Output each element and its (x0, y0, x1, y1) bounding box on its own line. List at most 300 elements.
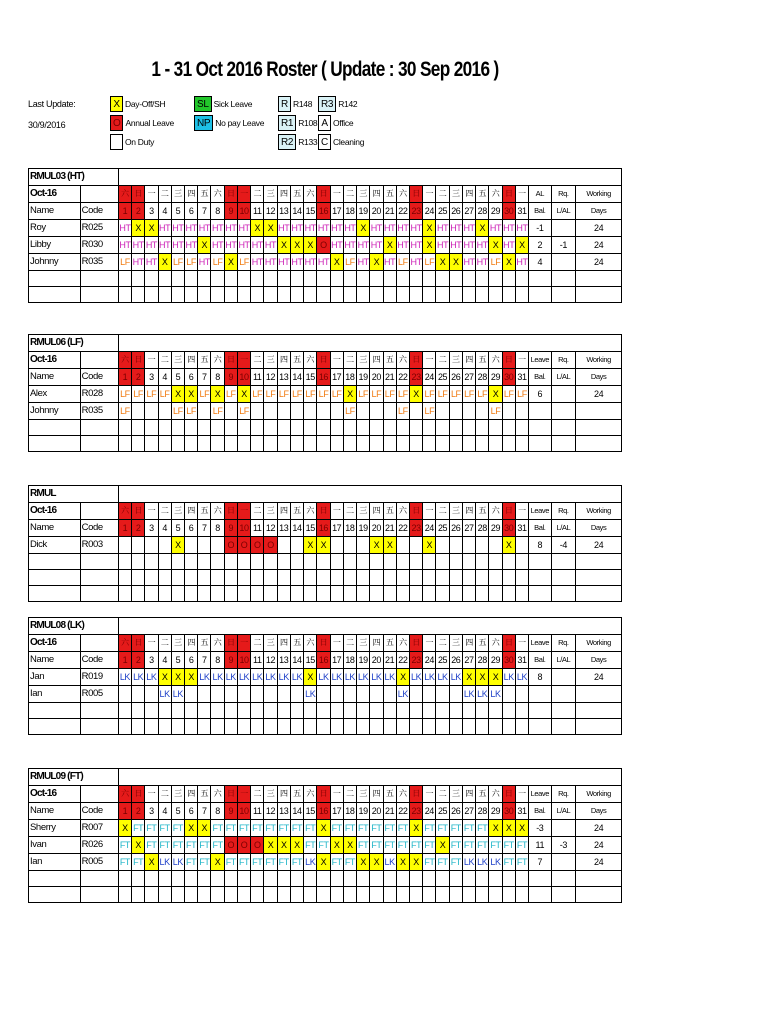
legend-text: Office (333, 118, 354, 128)
day-number-cell: 14 (290, 203, 303, 220)
shift-cell: X (304, 237, 317, 254)
shift-cell: X (317, 854, 330, 871)
balance-value: 8 (529, 669, 551, 686)
shift-cell: HT (370, 220, 383, 237)
empty-cell (290, 271, 303, 287)
empty-cell (211, 570, 224, 586)
shift-cell: FT (343, 820, 356, 837)
table-row (29, 854, 622, 871)
bal-header: Bal. (529, 203, 551, 220)
empty-cell (132, 871, 145, 887)
balance-value (529, 686, 551, 703)
shift-cell: X (264, 837, 277, 854)
days-header: Days (576, 369, 622, 386)
shift-cell: O (317, 237, 330, 254)
empty-cell (317, 420, 330, 436)
code-header: Code (80, 652, 118, 669)
legend-swatch: NP (194, 115, 213, 131)
empty-cell (449, 686, 462, 703)
shift-cell: HT (132, 237, 145, 254)
day-number-cell: 17 (330, 652, 343, 669)
day-number-cell: 20 (370, 203, 383, 220)
legend-swatch: SL (194, 96, 212, 112)
day-number-cell: 11 (251, 520, 264, 537)
weekday-cell: 三 (264, 786, 277, 803)
day-number-cell: 27 (462, 203, 475, 220)
shift-cell: LK (317, 669, 330, 686)
empty-cell (476, 586, 489, 602)
empty-cell (277, 887, 290, 903)
lal-header: L/AL (551, 520, 576, 537)
empty-cell (515, 537, 528, 554)
empty-cell (317, 436, 330, 452)
day-number-cell: 15 (304, 369, 317, 386)
empty-cell (370, 871, 383, 887)
day-number-cell: 18 (343, 652, 356, 669)
balance-value: 8 (529, 537, 551, 554)
day-number-cell: 16 (317, 652, 330, 669)
empty-cell (80, 503, 118, 520)
day-number-cell: 7 (198, 203, 211, 220)
balance-value (529, 403, 551, 420)
day-number-cell: 25 (436, 520, 449, 537)
shift-cell: LK (436, 669, 449, 686)
shift-cell: LF (343, 403, 356, 420)
empty-cell (277, 719, 290, 735)
day-number-cell: 9 (224, 203, 237, 220)
empty-cell (383, 719, 396, 735)
weekday-cell: 四 (462, 635, 475, 652)
day-number-cell: 29 (489, 803, 502, 820)
shift-cell: O (237, 537, 250, 554)
shift-cell: HT (409, 237, 422, 254)
shift-cell: LF (290, 386, 303, 403)
weekday-cell: 六 (304, 786, 317, 803)
empty-cell (370, 586, 383, 602)
empty-cell (145, 686, 158, 703)
empty-cell (502, 554, 515, 570)
empty-cell (317, 271, 330, 287)
day-number-cell: 4 (158, 369, 171, 386)
empty-cell (436, 420, 449, 436)
name-header: Name (29, 520, 81, 537)
empty-cell (551, 871, 576, 887)
weekday-cell: 五 (476, 635, 489, 652)
shift-cell: HT (515, 254, 528, 271)
empty-cell (277, 271, 290, 287)
day-number-cell: 4 (158, 203, 171, 220)
days-header: Days (576, 520, 622, 537)
balance-value: -3 (529, 820, 551, 837)
empty-cell (290, 586, 303, 602)
shift-cell: HT (171, 237, 184, 254)
blank-row (29, 271, 622, 287)
staff-code: R028 (80, 386, 118, 403)
empty-cell (462, 403, 475, 420)
empty-cell (462, 554, 475, 570)
weekday-cell: 五 (383, 186, 396, 203)
shift-cell: HT (462, 220, 475, 237)
empty-cell (370, 554, 383, 570)
shift-cell: X (449, 254, 462, 271)
empty-cell (396, 871, 409, 887)
shift-cell: HT (502, 220, 515, 237)
shift-cell: FT (145, 837, 158, 854)
shift-cell: FT (237, 854, 250, 871)
empty-cell (132, 271, 145, 287)
empty-cell (80, 271, 118, 287)
day-number-cell: 31 (515, 203, 528, 220)
name-header: Name (29, 803, 81, 820)
empty-cell (396, 287, 409, 303)
empty-cell (423, 871, 436, 887)
weekday-cell: 二 (158, 503, 171, 520)
weekday-cell: 一 (237, 352, 250, 369)
day-number-cell: 9 (224, 803, 237, 820)
empty-cell (343, 420, 356, 436)
empty-cell (370, 887, 383, 903)
table-row (29, 386, 622, 403)
shift-cell: LK (304, 854, 317, 871)
empty-cell (80, 420, 118, 436)
empty-cell (489, 271, 502, 287)
day-number-cell: 21 (383, 652, 396, 669)
weekday-cell: 二 (343, 352, 356, 369)
empty-cell (409, 403, 422, 420)
empty-cell (277, 570, 290, 586)
empty-cell (317, 403, 330, 420)
shift-cell: X (317, 820, 330, 837)
empty-cell (396, 537, 409, 554)
lal-value (551, 403, 576, 420)
balance-value: -1 (529, 220, 551, 237)
empty-cell (211, 420, 224, 436)
empty-cell (502, 686, 515, 703)
shift-cell: FT (383, 820, 396, 837)
empty-cell (224, 570, 237, 586)
shift-cell: LK (489, 686, 502, 703)
weekday-cell: 五 (290, 635, 303, 652)
weekday-cell: 六 (211, 352, 224, 369)
empty-cell (357, 271, 370, 287)
empty-cell (502, 403, 515, 420)
shift-cell: LF (396, 403, 409, 420)
code-header: Code (80, 203, 118, 220)
day-number-cell: 8 (211, 803, 224, 820)
legend-swatch: R3 (318, 96, 336, 112)
shift-cell: LF (489, 254, 502, 271)
rq-header: Rq. (551, 186, 576, 203)
empty-cell (80, 887, 118, 903)
empty-cell (264, 554, 277, 570)
empty-cell (423, 703, 436, 719)
weekday-cell: 五 (383, 352, 396, 369)
weekday-cell: 四 (370, 786, 383, 803)
weekday-row (29, 503, 622, 520)
legend-swatch: A (318, 115, 331, 131)
empty-cell (118, 586, 131, 602)
day-number-cell: 18 (343, 203, 356, 220)
empty-cell (171, 871, 184, 887)
empty-cell (304, 871, 317, 887)
empty-cell (436, 403, 449, 420)
empty-cell (551, 420, 576, 436)
legend-item (110, 115, 174, 131)
empty-cell (80, 635, 118, 652)
weekday-cell: 六 (118, 786, 131, 803)
empty-cell (396, 554, 409, 570)
empty-cell (211, 887, 224, 903)
weekday-cell: 六 (489, 186, 502, 203)
shift-cell: LK (237, 669, 250, 686)
code-header: Code (80, 369, 118, 386)
day-number-cell: 14 (290, 369, 303, 386)
empty-cell (277, 586, 290, 602)
lal-value (551, 669, 576, 686)
shift-cell: LF (423, 254, 436, 271)
empty-cell (502, 287, 515, 303)
empty-cell (529, 871, 551, 887)
weekday-cell: 六 (489, 635, 502, 652)
legend-item (318, 115, 353, 131)
empty-cell (277, 420, 290, 436)
weekday-cell: 六 (304, 352, 317, 369)
shift-cell: X (171, 669, 184, 686)
empty-cell (198, 271, 211, 287)
shift-cell: LF (118, 403, 131, 420)
weekday-cell: 五 (198, 352, 211, 369)
empty-cell (383, 586, 396, 602)
blank-row (29, 554, 622, 570)
shift-cell: LF (436, 386, 449, 403)
empty-cell (317, 586, 330, 602)
table-row (29, 220, 622, 237)
empty-cell (290, 537, 303, 554)
empty-cell (330, 537, 343, 554)
empty-cell (409, 436, 422, 452)
weekday-cell: 一 (515, 503, 528, 520)
empty-cell (251, 703, 264, 719)
shift-cell: X (330, 837, 343, 854)
shift-cell: FT (211, 837, 224, 854)
empty-cell (370, 686, 383, 703)
day-number-cell: 19 (357, 203, 370, 220)
legend-text: Sick Leave (213, 99, 253, 109)
day-number-cell: 21 (383, 803, 396, 820)
shift-cell: HT (502, 237, 515, 254)
empty-cell (118, 686, 131, 703)
shift-cell: FT (224, 820, 237, 837)
day-number-cell: 15 (304, 652, 317, 669)
empty-cell (145, 703, 158, 719)
weekday-cell: 一 (515, 635, 528, 652)
empty-cell (80, 554, 118, 570)
empty-cell (409, 719, 422, 735)
working-header: Working (576, 635, 622, 652)
weekday-row (29, 635, 622, 652)
shift-cell: HT (476, 254, 489, 271)
staff-code: R005 (80, 854, 118, 871)
empty-cell (184, 570, 197, 586)
empty-cell (515, 554, 528, 570)
empty-cell (357, 887, 370, 903)
weekday-cell: 日 (409, 352, 422, 369)
empty-cell (383, 554, 396, 570)
empty-cell (132, 420, 145, 436)
weekday-cell: 日 (502, 786, 515, 803)
empty-cell (462, 871, 475, 887)
empty-cell (198, 887, 211, 903)
shift-cell: HT (198, 220, 211, 237)
shift-cell: X (515, 820, 528, 837)
shift-cell: HT (436, 237, 449, 254)
empty-cell (277, 436, 290, 452)
empty-cell (118, 420, 131, 436)
legend-text: Cleaning (333, 137, 365, 147)
weekday-cell: 五 (383, 503, 396, 520)
empty-cell (171, 436, 184, 452)
day-number-cell: 18 (343, 369, 356, 386)
empty-cell (224, 719, 237, 735)
last-update-date: 30/9/2016 (28, 120, 66, 130)
empty-cell (343, 554, 356, 570)
empty-cell (145, 537, 158, 554)
empty-cell (551, 271, 576, 287)
empty-cell (423, 719, 436, 735)
empty-cell (357, 703, 370, 719)
weekday-cell: 三 (171, 635, 184, 652)
day-number-cell: 31 (515, 369, 528, 386)
rq-header: Rq. (551, 503, 576, 520)
shift-cell: X (370, 254, 383, 271)
empty-cell (357, 719, 370, 735)
empty-cell (357, 537, 370, 554)
section-name: RMUL03 (HT) (29, 169, 119, 186)
blank-row (29, 703, 622, 719)
empty-cell (158, 887, 171, 903)
balance-value: 11 (529, 837, 551, 854)
empty-cell (158, 287, 171, 303)
empty-cell (237, 586, 250, 602)
shift-cell: FT (330, 820, 343, 837)
weekday-cell: 四 (370, 503, 383, 520)
shift-cell: LF (383, 386, 396, 403)
empty-cell (409, 703, 422, 719)
shift-cell: X (396, 854, 409, 871)
shift-cell: FT (476, 837, 489, 854)
weekday-cell: 四 (277, 786, 290, 803)
staff-code: R030 (80, 237, 118, 254)
weekday-cell: 五 (383, 786, 396, 803)
empty-cell (290, 686, 303, 703)
empty-cell (211, 554, 224, 570)
shift-cell: FT (171, 837, 184, 854)
day-number-cell: 24 (423, 520, 436, 537)
lal-value: -1 (551, 237, 576, 254)
shift-cell: X (502, 820, 515, 837)
empty-cell (132, 703, 145, 719)
shift-cell: LF (237, 403, 250, 420)
weekday-cell: 一 (330, 635, 343, 652)
empty-cell (515, 287, 528, 303)
shift-cell: FT (264, 820, 277, 837)
empty-cell (29, 871, 81, 887)
shift-cell: FT (396, 820, 409, 837)
empty-cell (357, 686, 370, 703)
day-number-cell: 4 (158, 803, 171, 820)
empty-cell (370, 570, 383, 586)
staff-code: R003 (80, 537, 118, 554)
shift-cell: LK (357, 669, 370, 686)
shift-cell: LK (462, 686, 475, 703)
shift-cell: X (211, 854, 224, 871)
shift-cell: HT (171, 220, 184, 237)
day-number-cell: 27 (462, 520, 475, 537)
empty-cell (251, 686, 264, 703)
empty-cell (277, 403, 290, 420)
weekday-cell: 日 (409, 635, 422, 652)
shift-cell: X (184, 386, 197, 403)
empty-cell (317, 871, 330, 887)
shift-cell: FT (330, 854, 343, 871)
day-number-cell: 20 (370, 369, 383, 386)
working-header: Working (576, 186, 622, 203)
weekday-cell: 六 (489, 352, 502, 369)
empty-cell (436, 719, 449, 735)
empty-cell (237, 719, 250, 735)
empty-cell (396, 887, 409, 903)
shift-cell: LF (277, 386, 290, 403)
weekday-cell: 二 (251, 786, 264, 803)
empty-cell (184, 871, 197, 887)
day-number-cell: 23 (409, 803, 422, 820)
staff-name: Ivan (29, 837, 81, 854)
empty-cell (330, 887, 343, 903)
blank-row (29, 719, 622, 735)
blank-row (29, 436, 622, 452)
empty-cell (237, 703, 250, 719)
staff-name: Ian (29, 854, 81, 871)
empty-cell (171, 554, 184, 570)
empty-cell (264, 287, 277, 303)
empty-cell (184, 537, 197, 554)
shift-cell: HT (304, 254, 317, 271)
shift-cell: X (237, 386, 250, 403)
empty-cell (449, 570, 462, 586)
day-number-cell: 2 (132, 803, 145, 820)
empty-cell (529, 271, 551, 287)
weekday-cell: 五 (476, 503, 489, 520)
weekday-cell: 四 (184, 503, 197, 520)
empty-cell (515, 871, 528, 887)
weekday-cell: 二 (158, 635, 171, 652)
shift-cell: HT (317, 220, 330, 237)
empty-cell (343, 887, 356, 903)
day-number-cell: 7 (198, 803, 211, 820)
empty-cell (383, 686, 396, 703)
empty-cell (489, 287, 502, 303)
empty-cell (576, 871, 622, 887)
empty-cell (237, 570, 250, 586)
empty-cell (462, 570, 475, 586)
weekday-cell: 三 (357, 352, 370, 369)
shift-cell: HT (489, 220, 502, 237)
weekday-cell: 二 (158, 352, 171, 369)
shift-cell: X (158, 254, 171, 271)
shift-cell: FT (251, 820, 264, 837)
empty-cell (118, 570, 131, 586)
weekday-cell: 五 (476, 352, 489, 369)
